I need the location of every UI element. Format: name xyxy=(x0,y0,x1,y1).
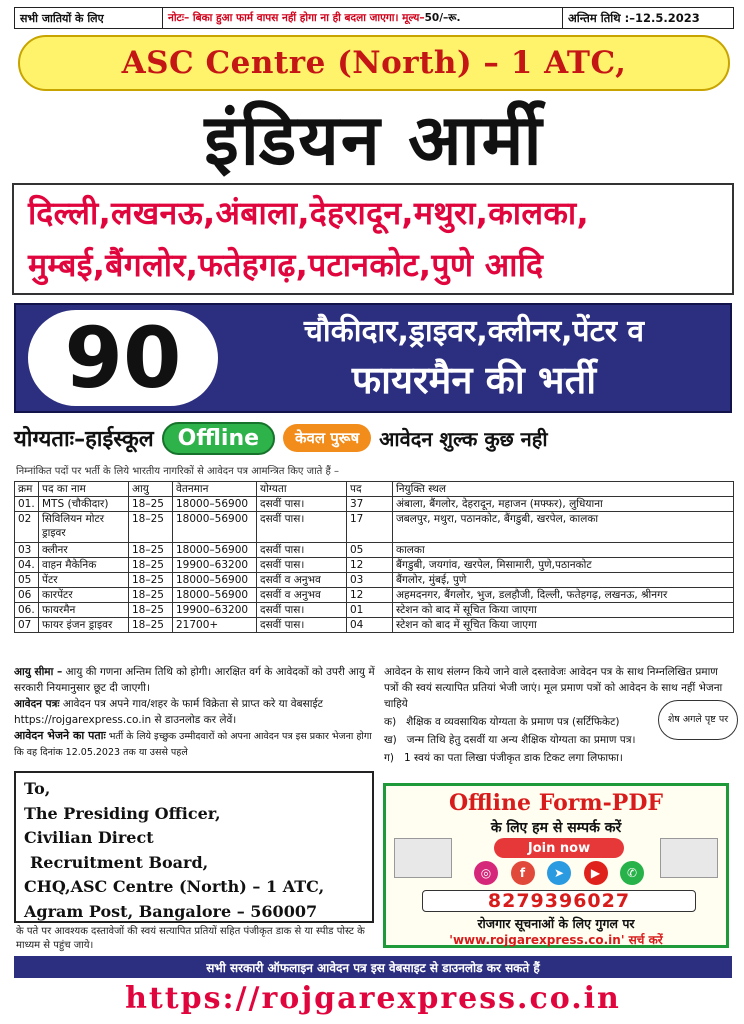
cell: बैंगडुबी, जयगांव, खरपेल, मिसामारी, पुणे,पठानकोट xyxy=(393,558,734,573)
youtube-icon[interactable]: ▶ xyxy=(584,861,608,885)
address-line: Agram Post, Bangalore – 560007 xyxy=(24,901,318,921)
age-info xyxy=(14,664,376,696)
footer-bar: सभी सरकारी ऑफलाइन आवेदन पत्र इस वेबसाइट से डाउनलोड कर सकते हैं xyxy=(14,956,732,978)
form-image-right xyxy=(660,838,718,878)
cell: पेंटर xyxy=(39,573,129,588)
website-url[interactable]: https://rojgarexpress.co.in xyxy=(125,980,621,1016)
cell: कारपेंटर xyxy=(39,588,129,603)
table-row xyxy=(15,497,734,512)
posts-line-1: चौकीदार,ड्राइवर,क्लीनर,पेंटर व xyxy=(303,314,645,349)
note-text: नोटः– बिका हुआ फार्म वापस नहीं होगा ना ही बदला जाएगा। मूल्य– xyxy=(168,12,425,24)
cell: क्लीनर xyxy=(39,543,129,558)
table-row xyxy=(15,588,734,603)
cities-line-2: मुम्बई,बैंगलोर,फतेहगढ़,पटानकोट,पुणे आदि xyxy=(28,246,544,284)
cell: जबलपुर, मथुरा, पठानकोट, बैंगडुबी, खरपेल, कालका xyxy=(393,512,734,543)
promo-box xyxy=(383,783,729,948)
posts-banner xyxy=(14,303,732,413)
address-line: The Presiding Officer, xyxy=(24,803,221,823)
promo-subtitle: के लिए हम से सम्पर्क करें xyxy=(490,820,622,836)
address-note: के पते पर आवश्यक दस्तावेजों की स्वयं सत्यापित प्रतियों सहित पंजीकृत डाक से या स्पीड पोस्ट के माध्यम से पहुंच जाये। xyxy=(16,926,365,951)
cell: 07 xyxy=(15,618,39,633)
cell: 18000–56900 xyxy=(173,588,257,603)
cell: 18–25 xyxy=(129,543,173,558)
cities-line-1: दिल्ली,लखनऊ,अंबाला,देहरादून,मथुरा,कालका, xyxy=(28,194,589,232)
intro-text: निम्नांकित पदों पर भर्ती के लिये भारतीय नागरिकों से आवेदन पत्र आमन्त्रित किए जाते हैं – xyxy=(16,466,340,477)
cell: स्टेशन को बाद में सूचित किया जाएगा xyxy=(393,618,734,633)
form-image-left xyxy=(394,838,452,878)
posts-line-2: फायरमैन की भर्ती xyxy=(351,358,597,402)
cell: 17 xyxy=(347,512,393,543)
mode-badge: Offline xyxy=(162,422,275,455)
documents-intro: आवेदन के साथ संलग्न किये जाने वाले दस्तावेजः आवेदन पत्र के साथ निम्नलिखित प्रमाण पत्रों की स्वयं सत्यापित प्रतियां भेजी जाएं। मूल प्रमाण पत्रों को आवेदन के साथ नहीं भेजना चाहिये xyxy=(384,666,723,710)
cell: 01. xyxy=(15,497,39,512)
cell: 12 xyxy=(347,558,393,573)
cell: 18–25 xyxy=(129,603,173,618)
cell: 18000–56900 xyxy=(173,573,257,588)
cell: दसवीं व अनुभव xyxy=(257,588,347,603)
cell: स्टेशन को बाद में सूचित किया जाएगा xyxy=(393,603,734,618)
continued-badge: शेष अगले पृष्ट पर xyxy=(658,700,738,740)
address-line: Civilian Direct xyxy=(24,828,154,847)
table-row xyxy=(15,618,734,633)
cell: 03 xyxy=(15,543,39,558)
col-location: नियुक्ति स्थल xyxy=(393,482,734,497)
send-info xyxy=(14,728,376,761)
cell: दसवीं व अनुभव xyxy=(257,573,347,588)
cell: दसवीं पास। xyxy=(257,603,347,618)
top-info-strip xyxy=(14,7,734,29)
fee-text: आवेदन शुल्क कुछ नही xyxy=(379,426,548,451)
cell: दसवीं पास। xyxy=(257,558,347,573)
col-qualification: योग्यता xyxy=(257,482,347,497)
social-icons xyxy=(474,861,644,887)
cell: 05 xyxy=(15,573,39,588)
table-row xyxy=(15,573,734,588)
cell: 06 xyxy=(15,588,39,603)
cities-box xyxy=(12,183,734,295)
cell: MTS (चौकीदार) xyxy=(39,497,129,512)
gender-badge: केवल पुरूष xyxy=(283,424,371,452)
cell: 05 xyxy=(347,543,393,558)
cell: 19900–63200 xyxy=(173,603,257,618)
cell: वाहन मैकेनिक xyxy=(39,558,129,573)
cell: 01 xyxy=(347,603,393,618)
cell: 04. xyxy=(15,558,39,573)
cell: 18–25 xyxy=(129,618,173,633)
cell: 18–25 xyxy=(129,512,173,543)
price-value: 50/–रू. xyxy=(424,12,461,24)
address-box xyxy=(14,771,374,923)
col-post: पद का नाम xyxy=(39,482,129,497)
table-row xyxy=(15,543,734,558)
cell: फायर इंजन ड्राइवर xyxy=(39,618,129,633)
last-date: अन्तिम तिथि :–12.5.2023 xyxy=(568,10,700,25)
cell: 19900–63200 xyxy=(173,558,257,573)
whatsapp-icon[interactable]: ✆ xyxy=(620,861,644,885)
contact-phone[interactable]: 8279396027 xyxy=(422,890,696,912)
form-text: आवेदन पत्र अपने गाव/शहर के फार्म विक्रेता से प्राप्त करे या वेबसाईट https://rojgarexpress.co.in से डाउनलोड कर लेवें। xyxy=(14,698,323,726)
cell: 18000–56900 xyxy=(173,512,257,543)
category-label: सभी जातियों के लिए xyxy=(15,8,163,28)
cell: 02 xyxy=(15,512,39,543)
item-text: जन्म तिथि हेतु दसवीं या अन्य शैक्षिक योग्यता का प्रमाण पत्र। xyxy=(406,734,636,746)
item-text: शैक्षिक व व्यवसायिक योग्यता के प्रमाण पत्र (सर्टिफिकेट) xyxy=(406,716,620,728)
cell: अहमदनगर, बैंगलोर, भुज, डलहौजी, दिल्ली, फतेहगढ़, लखनऊ, श्रीनगर xyxy=(393,588,734,603)
cell: बैंगलोर, मुंबई, पुणे xyxy=(393,573,734,588)
item-mark: ख) xyxy=(384,734,397,746)
document-item xyxy=(384,750,732,766)
address-line: To, xyxy=(24,779,51,798)
send-label: आवेदन भेजने का पताः xyxy=(14,729,106,742)
posts-text xyxy=(218,310,730,406)
table-row xyxy=(15,558,734,573)
cell: सिविलियन मोटर ड्राइवर xyxy=(39,512,129,543)
table-header-row xyxy=(15,482,734,497)
telegram-icon[interactable]: ➤ xyxy=(547,861,571,885)
cell: 03 xyxy=(347,573,393,588)
cell: दसवीं पास। xyxy=(257,543,347,558)
cell: 37 xyxy=(347,497,393,512)
cell: अंबाला, बैंगलोर, देहरादून, महाजन (मफ्फर), लुधियाना xyxy=(393,497,734,512)
age-text: आयु की गणना अन्तिम तिथि को होगी। आरक्षित वर्ग के आवेदकों को उपरी आयु में सरकारी नियमानुसार छूट दी जाएगी। xyxy=(14,666,375,694)
cell: 12 xyxy=(347,588,393,603)
cell: 18–25 xyxy=(129,558,173,573)
instagram-icon[interactable]: ◎ xyxy=(474,861,498,885)
cell: फायरमैन xyxy=(39,603,129,618)
cell: 18000–56900 xyxy=(173,543,257,558)
qualification-row xyxy=(14,420,734,456)
cell: दसवीं पास। xyxy=(257,512,347,543)
vacancy-table xyxy=(14,481,734,633)
table-row xyxy=(15,512,734,543)
cell: 06. xyxy=(15,603,39,618)
cell: दसवीं पास। xyxy=(257,497,347,512)
facebook-icon[interactable]: f xyxy=(511,861,535,885)
cell: कालका xyxy=(393,543,734,558)
col-age: आयु xyxy=(129,482,173,497)
cell: 18–25 xyxy=(129,497,173,512)
organization-banner: ASC Centre (North) – 1 ATC, xyxy=(18,35,730,91)
cell: 18–25 xyxy=(129,588,173,603)
left-info xyxy=(14,664,376,761)
promo-line-1: रोजगार सूचनाओं के लिए गुगल पर xyxy=(477,916,635,931)
col-count: पद xyxy=(347,482,393,497)
age-label: आयु सीमा – xyxy=(14,666,63,678)
cell: 21700+ xyxy=(173,618,257,633)
table-row xyxy=(15,603,734,618)
item-text: 1 स्वयं का पता लिखा पंजीकृत डाक टिकट लगा लिफाफा। xyxy=(404,752,623,764)
form-info xyxy=(14,696,376,728)
join-now-button[interactable]: Join now xyxy=(494,838,624,858)
item-mark: ग) xyxy=(384,752,395,764)
item-mark: क) xyxy=(384,716,397,728)
cell: 18000–56900 xyxy=(173,497,257,512)
form-label: आवेदन पत्रः xyxy=(14,698,60,710)
cell: 04 xyxy=(347,618,393,633)
promo-line-2: 'www.rojgarexpress.co.in' सर्च करें xyxy=(449,933,663,947)
price-note xyxy=(163,8,563,28)
send-text: भर्ती के लिये इच्छुक उम्मीदवारों को अपना आवेदन पत्र इस प्रकार भेजना होगा कि वह दिनांक 12.05.2023 तक या उससे पहले xyxy=(14,731,372,758)
cell: 18–25 xyxy=(129,573,173,588)
post-count: 90 xyxy=(28,310,218,406)
page-title: इंडियन आर्मी xyxy=(204,99,544,181)
address-line: Recruitment Board, xyxy=(30,852,209,872)
col-serial: क्रम xyxy=(15,482,39,497)
qualification-label: योग्यताः–हाईस्कूल xyxy=(14,427,154,452)
cell: दसवीं पास। xyxy=(257,618,347,633)
col-pay: वेतनमान xyxy=(173,482,257,497)
promo-title: Offline Form-PDF xyxy=(448,790,664,816)
address-line: CHQ,ASC Centre (North) – 1 ATC, xyxy=(24,877,325,896)
